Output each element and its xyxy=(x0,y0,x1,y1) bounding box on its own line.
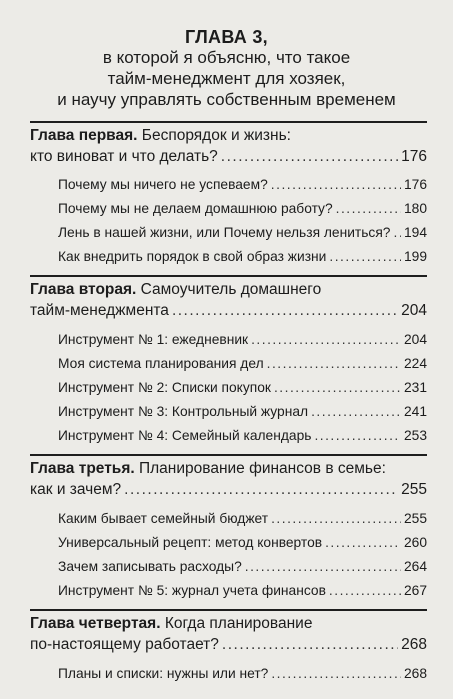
leader-dots xyxy=(172,302,398,320)
chapter-1-entry[interactable] xyxy=(30,148,427,166)
page-number: 224 xyxy=(403,356,427,371)
leader-dots xyxy=(336,201,401,216)
page-number: 199 xyxy=(403,249,427,264)
toc-item-title: Моя система планирования дел xyxy=(58,356,264,371)
toc-item-title: Планы и списки: нужны или нет? xyxy=(58,666,269,681)
chapter-4-label: Глава четвертая. xyxy=(30,615,161,632)
leader-dots xyxy=(314,428,401,443)
chapter-2-entry[interactable] xyxy=(30,302,427,320)
toc-item-title: Зачем записывать расходы? xyxy=(58,559,242,574)
divider-rule xyxy=(30,121,427,123)
leader-dots xyxy=(393,225,400,240)
page-number: 255 xyxy=(401,481,427,498)
toc-item[interactable] xyxy=(58,356,427,371)
leader-dots xyxy=(271,511,401,526)
toc-item[interactable] xyxy=(58,404,427,419)
section-subtitle-line-3: и научу управлять собственным временем xyxy=(57,90,396,109)
leader-dots xyxy=(267,356,401,371)
page-number: 231 xyxy=(403,380,427,395)
chapter-3-title-line-1: Планирование финансов в семье: xyxy=(134,460,386,477)
toc-item[interactable] xyxy=(58,332,427,347)
divider-rule xyxy=(30,275,427,277)
page-number: 176 xyxy=(401,148,427,165)
toc-item[interactable] xyxy=(58,177,427,192)
page-number: 264 xyxy=(403,559,427,574)
page-number: 253 xyxy=(403,428,427,443)
section-subtitle-line-2: тайм-менеджмент для хозяек, xyxy=(107,69,346,88)
leader-dots xyxy=(329,249,401,264)
leader-dots xyxy=(329,583,401,598)
toc-item[interactable] xyxy=(58,201,427,216)
toc-item[interactable] xyxy=(58,249,427,264)
chapter-3-entry[interactable] xyxy=(30,481,427,499)
leader-dots xyxy=(311,404,401,419)
leader-dots xyxy=(245,559,401,574)
toc-item-title: Инструмент № 3: Контрольный журнал xyxy=(58,404,309,419)
toc-item-title: Как внедрить порядок в свой образ жизни xyxy=(58,249,327,264)
toc-item[interactable] xyxy=(58,583,427,598)
page-number: 268 xyxy=(401,636,427,653)
toc-item-title: Почему мы не делаем домашнюю работу? xyxy=(58,201,333,216)
chapter-2-title-line-2: тайм-менеджмента xyxy=(30,302,169,319)
toc-item-title: Универсальный рецепт: метод конвертов xyxy=(58,535,323,550)
page-number: 267 xyxy=(403,583,427,598)
leader-dots xyxy=(271,177,401,192)
section-title: ГЛАВА 3, xyxy=(185,27,268,47)
chapter-1-title-line-1: Беспорядок и жизнь: xyxy=(137,127,291,144)
leader-dots xyxy=(221,148,398,166)
chapter-2-label: Глава вторая. xyxy=(30,281,137,298)
page-number: 194 xyxy=(403,225,427,240)
chapter-2-title-line-1: Самоучитель домашнего xyxy=(136,281,322,298)
chapter-4-entry[interactable] xyxy=(30,636,427,654)
toc-item[interactable] xyxy=(58,225,427,240)
toc-item[interactable] xyxy=(58,511,427,526)
section-subtitle-line-1: в которой я объясню, что такое xyxy=(102,48,351,67)
leader-dots xyxy=(274,380,401,395)
leader-dots xyxy=(222,636,398,654)
toc-item-title: Лень в нашей жизни, или Почему нельзя лениться? xyxy=(58,225,391,240)
leader-dots xyxy=(124,481,398,499)
page-number: 176 xyxy=(403,177,427,192)
chapter-1-label: Глава первая. xyxy=(30,127,138,144)
chapter-3-title xyxy=(30,460,427,478)
toc-item-title: Почему мы ничего не успеваем? xyxy=(58,177,268,192)
page-number: 180 xyxy=(403,201,427,216)
chapter-4-title xyxy=(30,615,427,633)
page-number: 204 xyxy=(403,332,427,347)
toc-item-title: Инструмент № 2: Списки покупок xyxy=(58,380,271,395)
page-number: 255 xyxy=(403,511,427,526)
chapter-4-title-line-1: Когда планирование xyxy=(160,615,313,632)
toc-item[interactable] xyxy=(58,428,427,443)
toc-item-title: Каким бывает семейный бюджет xyxy=(58,511,269,526)
page-number: 268 xyxy=(403,666,427,681)
toc-item[interactable] xyxy=(58,666,427,681)
chapter-3-label: Глава третья. xyxy=(30,460,135,477)
page-number: 204 xyxy=(401,302,427,319)
leader-dots xyxy=(325,535,401,550)
page-number: 260 xyxy=(403,535,427,550)
chapter-1-title-line-2: кто виноват и что делать? xyxy=(30,148,218,165)
toc-item-title: Инструмент № 5: журнал учета финансов xyxy=(58,583,326,598)
leader-dots xyxy=(251,332,401,347)
toc-item-title: Инструмент № 1: ежедневник xyxy=(58,332,249,347)
leader-dots xyxy=(271,666,401,681)
chapter-3-title-line-2: как и зачем? xyxy=(30,481,122,498)
toc-item-title: Инструмент № 4: Семейный календарь xyxy=(58,428,312,443)
toc-item[interactable] xyxy=(58,535,427,550)
chapter-4-title-line-2: по-настоящему работает? xyxy=(30,636,219,653)
toc-item[interactable] xyxy=(58,559,427,574)
toc-item[interactable] xyxy=(58,380,427,395)
page-number: 241 xyxy=(403,404,427,419)
divider-rule xyxy=(30,454,427,456)
chapter-2-title xyxy=(30,281,427,299)
chapter-1-title xyxy=(30,127,427,145)
divider-rule xyxy=(30,609,427,611)
